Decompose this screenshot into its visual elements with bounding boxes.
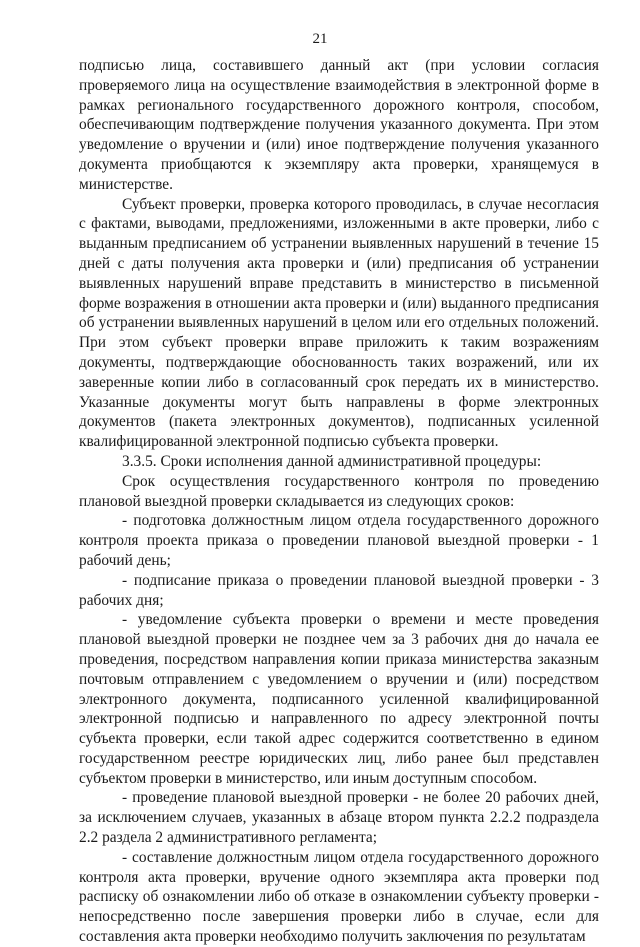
paragraph-5: - подготовка должностным лицом отдела государственного дорожного контроля проекта приказа о проведении плановой выездной проверки - 1 рабочий день; (79, 512, 599, 569)
paragraph-4: Срок осуществления государственного контроля по проведению плановой выездной проверки складывается из следующих сроков: (79, 472, 599, 510)
paragraph-8: - проведение плановой выездной проверки - не более 20 рабочих дней, за исключением случаев, указанных в абзаце втором пункта 2.2.2 подраздела 2.2 раздела 2 административного регламента; (79, 789, 599, 847)
paragraph-6: - подписание приказа о проведении плановой выездной проверки - 3 рабочих дня; (79, 571, 599, 609)
paragraph-1: подписью лица, составившего данный акт (при условии согласия проверяемого лица на осуществление взаимодействия в электронной форме в рамках регионального государственного дорожного контроля, способом, обеспечивающим подтверждение получения указанного документа. При этом уведомление о вручении и (или) иное подтверждение получения указанного документа приобщаются к экземпляру акта проверки, хранящемуся в министерстве. (79, 57, 599, 193)
paragraph-7: - уведомление субъекта проверки о времени и месте проведения плановой выездной проверки не позднее чем за 3 рабочих дня до начала ее проведения, посредством направления копии приказа министерства заказным почтовым отправлением с уведомлением о вручении и (или) посредством электронного документа, подписанного усиленной квалифицированной электронной подписью и направленного по адресу электронной почты субъекта проверки, если такой адрес содержится соответственно в едином государственном реестре юридических лиц, либо ранее был представлен субъектом проверки в министерство, или иным доступным способом. (79, 611, 599, 787)
paragraph-9: - составление должностным лицом отдела государственного дорожного контроля акта проверки, вручение одного экземпляра акта проверки под расписку об ознакомлении либо об отказе в ознакомлении субъекту проверки - непосредственно после завершения проверки либо в случае, если для составления акта проверки необходимо получить заключения по результатам (79, 848, 599, 946)
paragraph-2: Субъект проверки, проверка которого проводилась, в случае несогласия с фактами, выводами, предложениями, изложенными в акте проверки, либо с выданным предписанием об устранении выявленных нарушений в течение 15 дней с даты получения акта проверки и (или) предписания об устранении выявленных нарушений вправе представить в министерство в письменной форме возражения в отношении акта проверки и (или) выданного предписания об устранении выявленных нарушений в целом или его отдельных положений. При этом субъект проверки вправе приложить к таким возражениям документы, подтверждающие обоснованность таких возражений, или их заверенные копии либо в согласованный срок передать их в министерство. Указанные документы могут быть направлены в форме электронных документов (пакета электронных документов), подписанных усиленной квалифицированной электронной подписью субъекта проверки. (79, 195, 599, 451)
page-number: 21 (312, 31, 328, 47)
document-body (79, 56, 599, 947)
paragraph-3: 3.3.5. Сроки исполнения данной административной процедуры: (122, 452, 542, 470)
